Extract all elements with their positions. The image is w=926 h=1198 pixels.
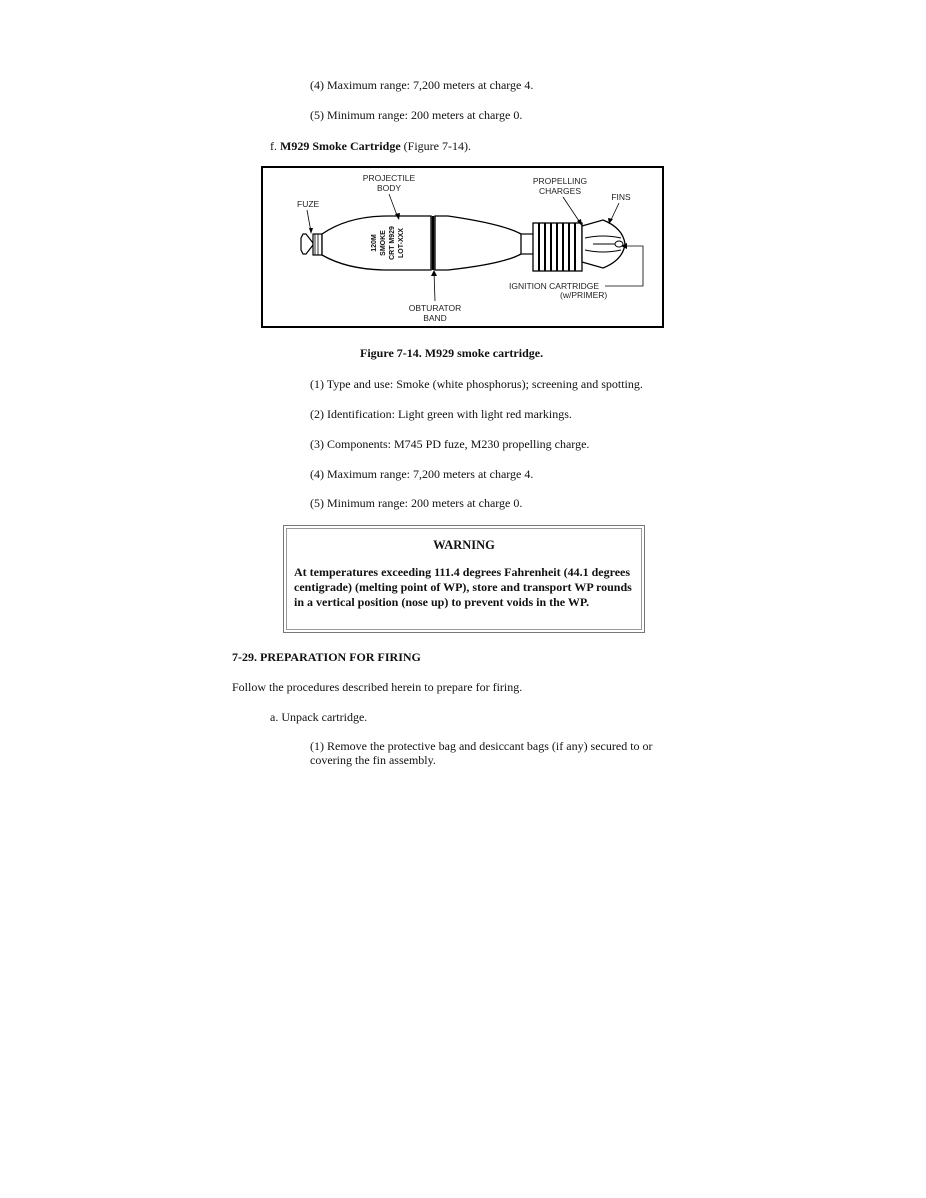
figure-caption: Figure 7-14. M929 smoke cartridge. — [360, 346, 544, 360]
item-type-use: (1) Type and use: Smoke (white phosphorus); screening and spotting. — [310, 377, 643, 391]
section-f-suffix: (Figure 7-14). — [400, 139, 471, 153]
item-max-range-top: (4) Maximum range: 7,200 meters at charge 4. — [310, 78, 534, 92]
marking-smoke: SMOKE — [380, 230, 387, 256]
label-ignition: IGNITION CARTRIDGE — [509, 281, 600, 291]
m929-cartridge-drawing — [263, 168, 662, 326]
label-projectile: PROJECTILE — [362, 173, 416, 183]
fuze-base — [313, 234, 322, 255]
fins — [582, 220, 625, 268]
marking-lot: LOT-XXX — [398, 228, 405, 258]
label-body: BODY — [376, 183, 402, 193]
label-fins: FINS — [611, 192, 631, 202]
label-obturator: OBTURATOR — [408, 303, 462, 313]
step1-line1: (1) Remove the protective bag and desiccant bags (if any) secured to or — [310, 739, 653, 753]
propelling-charges — [533, 223, 582, 271]
warning-box — [283, 525, 645, 633]
marking-120m: 120M — [371, 234, 378, 252]
sub-a-unpack: a. Unpack cartridge. — [270, 710, 368, 724]
label-charges: CHARGES — [538, 186, 582, 196]
m929-cartridge-figure — [261, 166, 664, 328]
label-primer: (w/PRIMER) — [560, 290, 608, 300]
item-min-range: (5) Minimum range: 200 meters at charge 0. — [310, 496, 523, 510]
label-fuze: FUZE — [297, 199, 320, 209]
section-f-heading — [270, 139, 471, 154]
section-729-heading: 7-29. PREPARATION FOR FIRING — [232, 650, 421, 664]
section-f-prefix: f. — [270, 139, 280, 153]
section-f-title: M929 Smoke Cartridge — [280, 139, 401, 153]
item-min-range-top: (5) Minimum range: 200 meters at charge 0. — [310, 108, 523, 122]
section-729-intro: Follow the procedures described herein to prepare for firing. — [232, 680, 523, 694]
step1-line2: covering the fin assembly. — [310, 753, 436, 767]
item-components: (3) Components: M745 PD fuze, M230 propelling charge. — [310, 437, 590, 451]
warning-body: At temperatures exceeding 111.4 degrees Fahrenheit (44.1 degrees centigrade) (melting point of WP), store and transport WP rounds in a vertical position (nose up) to prevent voids in the WP. — [294, 565, 632, 609]
item-identification: (2) Identification: Light green with light red markings. — [310, 407, 572, 421]
tail-boom — [435, 216, 521, 270]
marking-crt: CRT M929 — [389, 226, 396, 260]
label-propelling: PROPELLING — [532, 176, 588, 186]
fuze-tip — [301, 234, 313, 254]
label-band: BAND — [423, 313, 447, 323]
warning-title: WARNING — [433, 538, 495, 552]
item-max-range: (4) Maximum range: 7,200 meters at charge 4. — [310, 467, 534, 481]
